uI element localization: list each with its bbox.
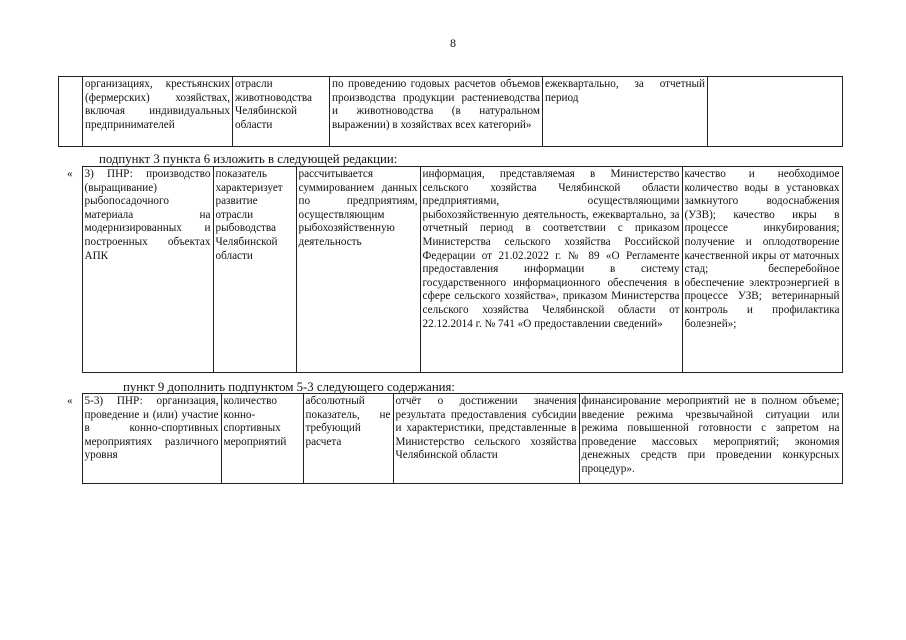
page-number: 8 [450,36,456,50]
opening-quote: « [66,167,73,180]
table-row [58,394,842,484]
cell-source: ежеквартально, за отчетный период [543,77,708,147]
table-row [59,77,843,147]
amendment-table-1 [58,166,843,373]
cell-calculation: абсолютный показатель, не требующий расчета [303,394,393,484]
opening-quote: « [66,394,73,407]
paragraph-amendment-1: подпункт 3 пункта 6 изложить в следующей редакции: [99,152,398,166]
cell-indicator: 5-3) ПНР: организация, проведение и (или) участие в конно-спортивных мероприятиях различного уровня [82,394,221,484]
cell-source: информация, представляемая в Министерство сельского хозяйства Челябинской области предприятиями, осуществляющими рыбохозяйственную деятельность, ежеквартально, за отчетный период в соответствии с приказом Министерства сельского хозяйства Российской Федерации от 21.02.2022 г. № 89 «О Регламенте предоставления информации в систему государственного информационного обеспечения в сфере сельского хозяйства», приказом Министерства сельского хозяйства Челябинской области от 22.12.2014 г. № 741 «О предоставлении сведений» [420,167,682,373]
blank-cell [59,77,83,147]
cell-calculation: рассчитывается суммированием данных по предприятиям, осуществляющим рыбохозяйственную деятельность [296,167,420,373]
table-row [58,167,842,373]
cell-risks: финансирование мероприятий не в полном объеме; введение режима чрезвычайной ситуации или режима повышенной готовности с запретом на проведение массовых мероприятий; экономия денежных средств при проведении конкурсных процедур». [579,394,842,484]
cell-source: отчёт о достижении значения результата предоставления субсидии и характеристики, представленные в Министерство сельского хозяйства Челябинской области [393,394,579,484]
cell-characteristic: количество конно-спортивных мероприятий [221,394,303,484]
cell-calculation: по проведению годовых расчетов объемов производства продукции растениеводства и животноводства (в натуральном выражении) в хозяйствах всех категорий» [330,77,543,147]
cell-indicator: 3) ПНР: производство (выращивание) рыбопосадочного материала на модернизированных и построенных объектах АПК [82,167,213,373]
cell-indicator: организациях, крестьянских (фермерских) хозяйствах, включая индивидуальных предпринимателей [83,77,233,147]
cell-risks: качество и необходимое количество воды в установках замкнутого водоснабжения (УЗВ); качество икры в процессе инкубирования; получение и оплодотворение качественной икры от маточных стад; бесперебойное обеспечение электроэнергией в процессе УЗВ; ветеринарный контроль и профилактика болезней»; [682,167,842,373]
cell-risks [708,77,843,147]
cell-characteristic: показатель характеризует развитие отрасли рыбоводства Челябинской области [213,167,296,373]
paragraph-amendment-2: пункт 9 дополнить подпунктом 5-3 следующего содержания: [123,380,455,394]
continuation-table [58,76,843,147]
cell-characteristic: отрасли животноводства Челябинской области [233,77,330,147]
amendment-table-2 [58,393,843,484]
